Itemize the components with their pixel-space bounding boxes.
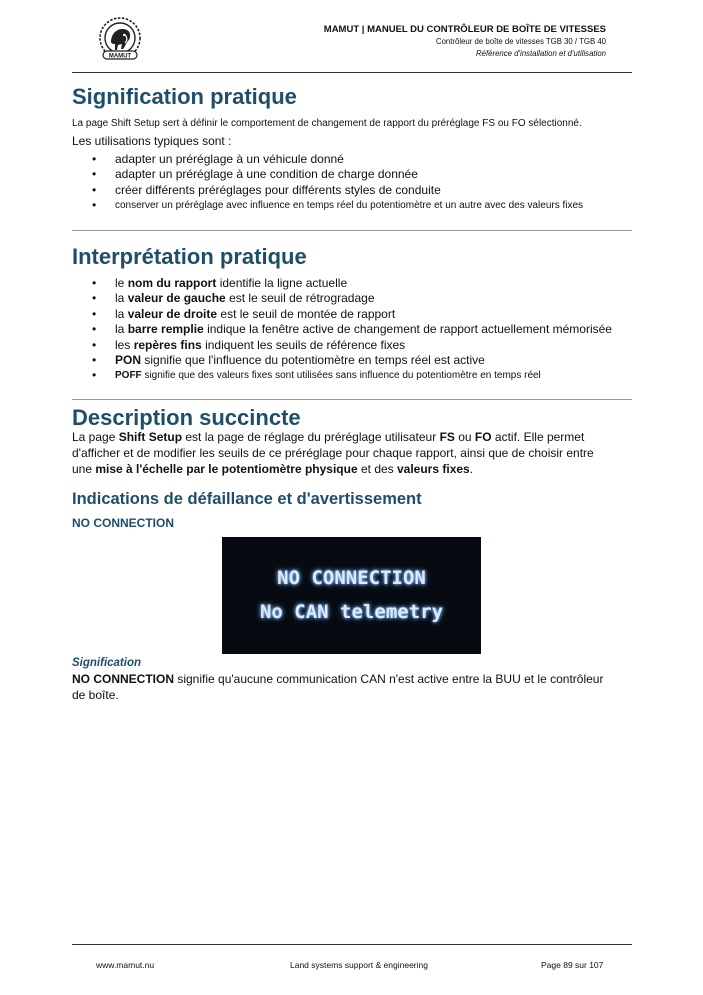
list-item: • la valeur de gauche est le seuil de rétrogradage [72,291,612,306]
section-divider [72,399,632,400]
usage-list [72,152,583,214]
list-item: • conserver un préréglage avec influence en temps réel du potentiomètre et un autre avec des valeurs fixes [72,198,583,213]
manual-subtitle: Contrôleur de boîte de vitesses TGB 30 / TGB 40 [435,37,606,46]
section-title-interpretation: Interprétation pratique [72,244,307,269]
section-intro: La page Shift Setup sert à définir le comportement de changement de rapport du préréglage FS ou FO sélectionné. [72,118,582,129]
footer-divider [72,944,632,945]
section-title-description: Description succincte [72,405,301,430]
footer-page-number: Page 89 sur 107 [541,960,604,970]
fault-title-no-connection: NO CONNECTION [72,516,174,530]
list-item: • adapter un préréglage à un véhicule donné [72,152,583,167]
header-divider [72,72,632,73]
list-item: • les repères fins indiquent les seuils de référence fixes [72,338,612,353]
device-screen-image [222,537,481,654]
list-lead: Les utilisations typiques sont : [72,134,232,148]
footer-tagline: Land systems support & engineering [290,960,428,970]
list-item: • le nom du rapport identifie la ligne actuelle [72,276,612,291]
page-header [324,24,606,60]
interpretation-list [72,276,612,384]
list-item: • adapter un préréglage à une condition de charge donnée [72,167,583,182]
manual-title: MAMUT | MANUEL DU CONTRÔLEUR DE BOÎTE DE VITESSES [323,24,606,35]
meaning-heading: Signification [72,657,141,669]
section-title-faults: Indications de défaillance et d'avertissement [72,490,422,508]
list-item: • la valeur de droite est le seuil de montée de rapport [72,307,612,322]
section-title-signification: Signification pratique [72,84,297,109]
svg-text:MAMUT: MAMUT [108,53,132,60]
list-item: • la barre remplie indique la fenêtre active de changement de rapport actuellement mémorisée [72,322,612,337]
meaning-paragraph: NO CONNECTION signifie qu'aucune communication CAN n'est active entre la BUU et le contrôleur de boîte. [72,672,604,702]
list-item: • créer différents préréglages pour différents styles de conduite [72,183,583,198]
section-divider [72,230,632,231]
company-logo [94,16,146,64]
list-item: • PON signifie que l'influence du potentiomètre en temps réel est active [72,353,612,368]
description-paragraph: La page Shift Setup est la page de réglage du préréglage utilisateur FS ou FO actif. Elle permet d'afficher et de modifier les seuils de ce préréglage pour chaque rapport, ainsi que de choisir entre une mise à l'échelle par le potentiomètre physique et des valeurs fixes. [72,430,594,476]
screen-line-2: No CAN telemetry [259,601,444,623]
list-item: • POFF signifie que des valeurs fixes sont utilisées sans influence du potentiomètre en temps réel [72,368,612,383]
manual-reference: Référence d'installation et d'utilisation [476,49,606,58]
footer-website: www.mamut.nu [96,960,155,970]
screen-line-1: NO CONNECTION [277,567,426,589]
